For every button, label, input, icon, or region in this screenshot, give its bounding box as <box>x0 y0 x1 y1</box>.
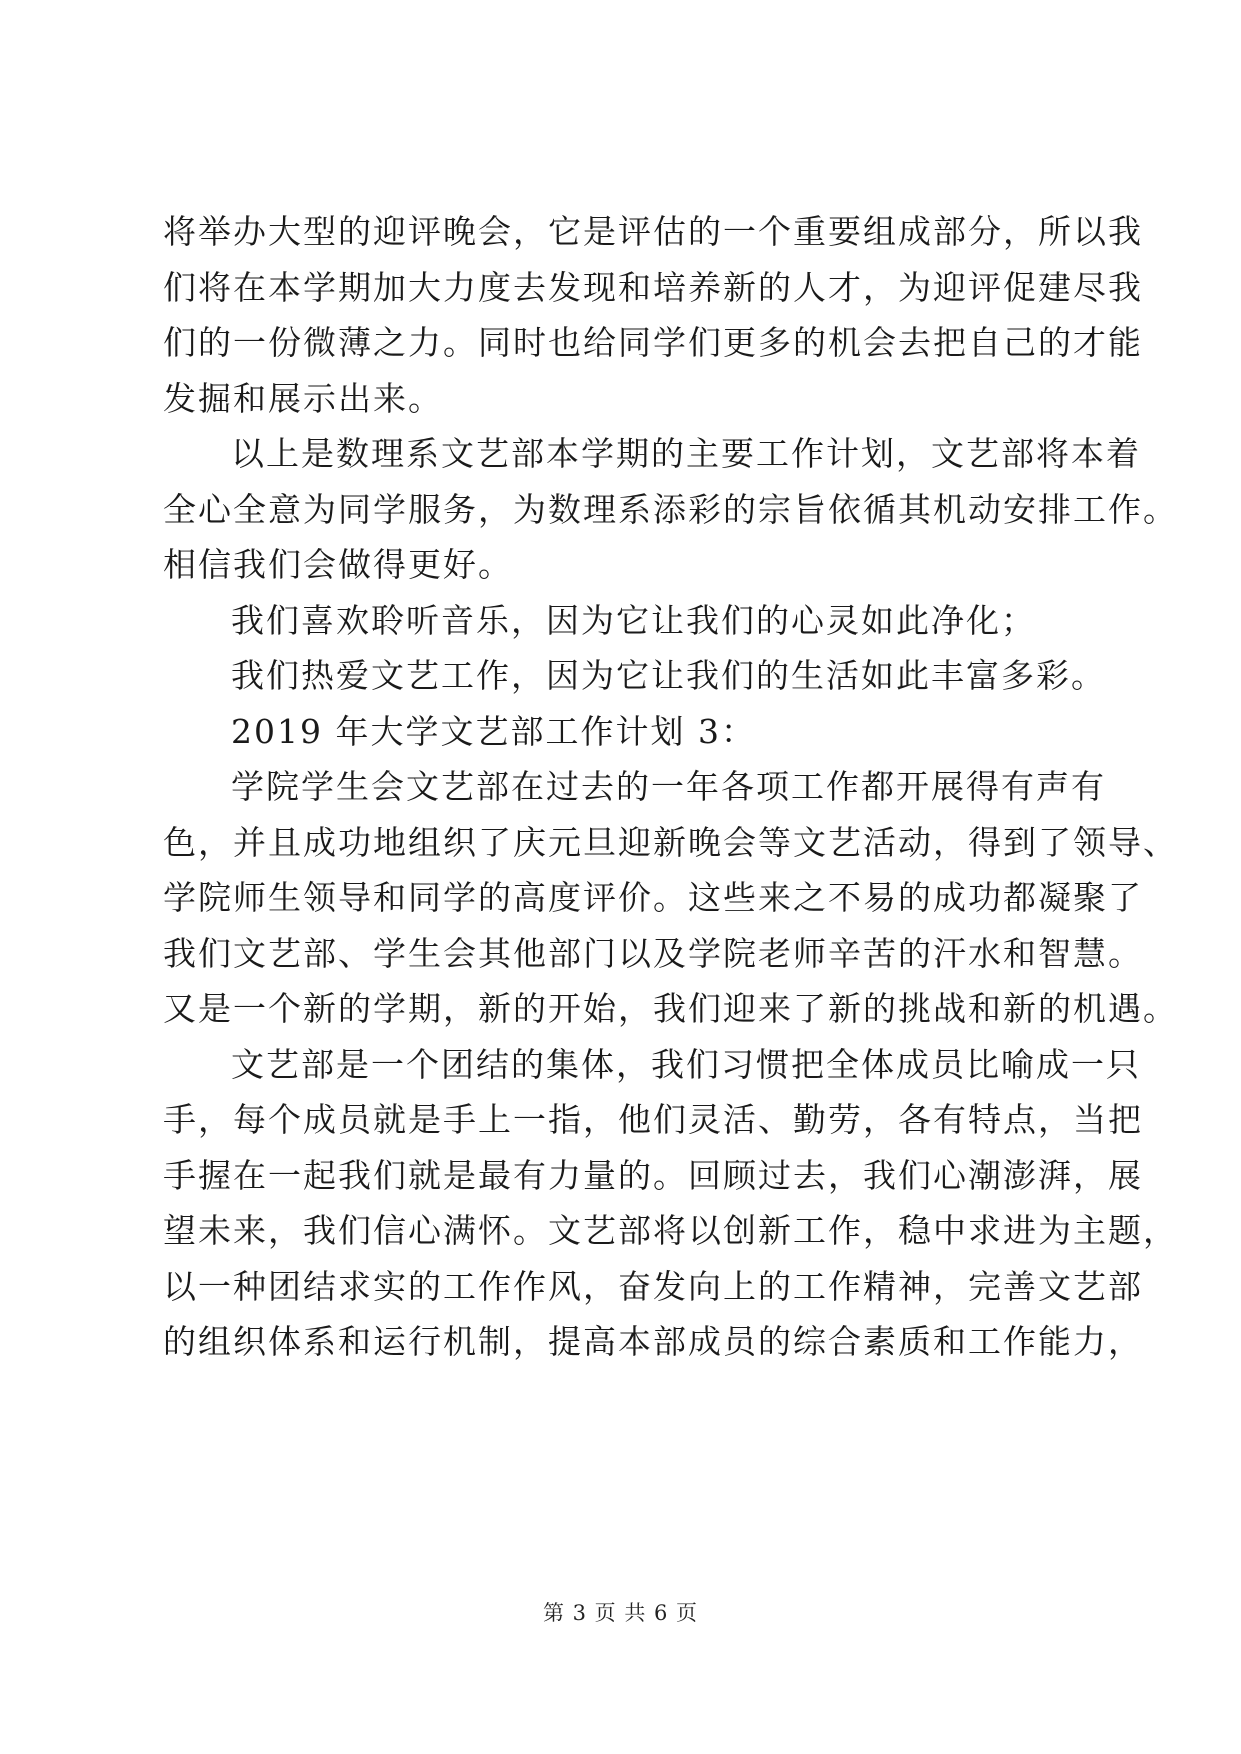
text-line: 以一种团结求实的工作作风，奋发向上的工作精神，完善文艺部 <box>163 1267 1143 1306</box>
text-line: 相信我们会做得更好。 <box>163 545 513 584</box>
text-line: 我们文艺部、学生会其他部门以及学院老师辛苦的汗水和智慧。 <box>163 934 1143 973</box>
text-line: 又是一个新的学期，新的开始，我们迎来了新的挑战和新的机遇。 <box>163 989 1178 1028</box>
text-line: 全心全意为同学服务，为数理系添彩的宗旨依循其机动安排工作。 <box>163 490 1178 529</box>
text-line: 们将在本学期加大力度去发现和培养新的人才，为迎评促建尽我 <box>163 268 1143 307</box>
text-line: 将举办大型的迎评晚会，它是评估的一个重要组成部分，所以我 <box>163 212 1143 251</box>
text-line: 色，并且成功地组织了庆元旦迎新晚会等文艺活动，得到了领导、 <box>163 823 1178 862</box>
paragraph-first-line: 我们热爱文艺工作，因为它让我们的生活如此丰富多彩。 <box>231 656 1106 695</box>
text-line: 望未来，我们信心满怀。文艺部将以创新工作，稳中求进为主题， <box>163 1211 1178 1250</box>
text-line: 的组织体系和运行机制，提高本部成员的综合素质和工作能力， <box>163 1322 1143 1361</box>
section-heading: 2019 年大学文艺部工作计划 3： <box>231 712 756 751</box>
text-line: 手，每个成员就是手上一指，他们灵活、勤劳，各有特点，当把 <box>163 1100 1143 1139</box>
text-line: 发掘和展示出来。 <box>163 379 443 418</box>
text-line: 们的一份微薄之力。同时也给同学们更多的机会去把自己的才能 <box>163 323 1143 362</box>
text-line: 学院师生领导和同学的高度评价。这些来之不易的成功都凝聚了 <box>163 878 1143 917</box>
page-number-footer: 第 3 页 共 6 页 <box>542 1601 699 1625</box>
paragraph-first-line: 以上是数理系文艺部本学期的主要工作计划，文艺部将本着 <box>231 434 1141 473</box>
paragraph-first-line: 学院学生会文艺部在过去的一年各项工作都开展得有声有 <box>231 767 1106 806</box>
text-line: 手握在一起我们就是最有力量的。回顾过去，我们心潮澎湃，展 <box>163 1156 1143 1195</box>
paragraph-first-line: 文艺部是一个团结的集体，我们习惯把全体成员比喻成一只 <box>231 1045 1141 1084</box>
paragraph-first-line: 我们喜欢聆听音乐，因为它让我们的心灵如此净化； <box>231 601 1036 640</box>
